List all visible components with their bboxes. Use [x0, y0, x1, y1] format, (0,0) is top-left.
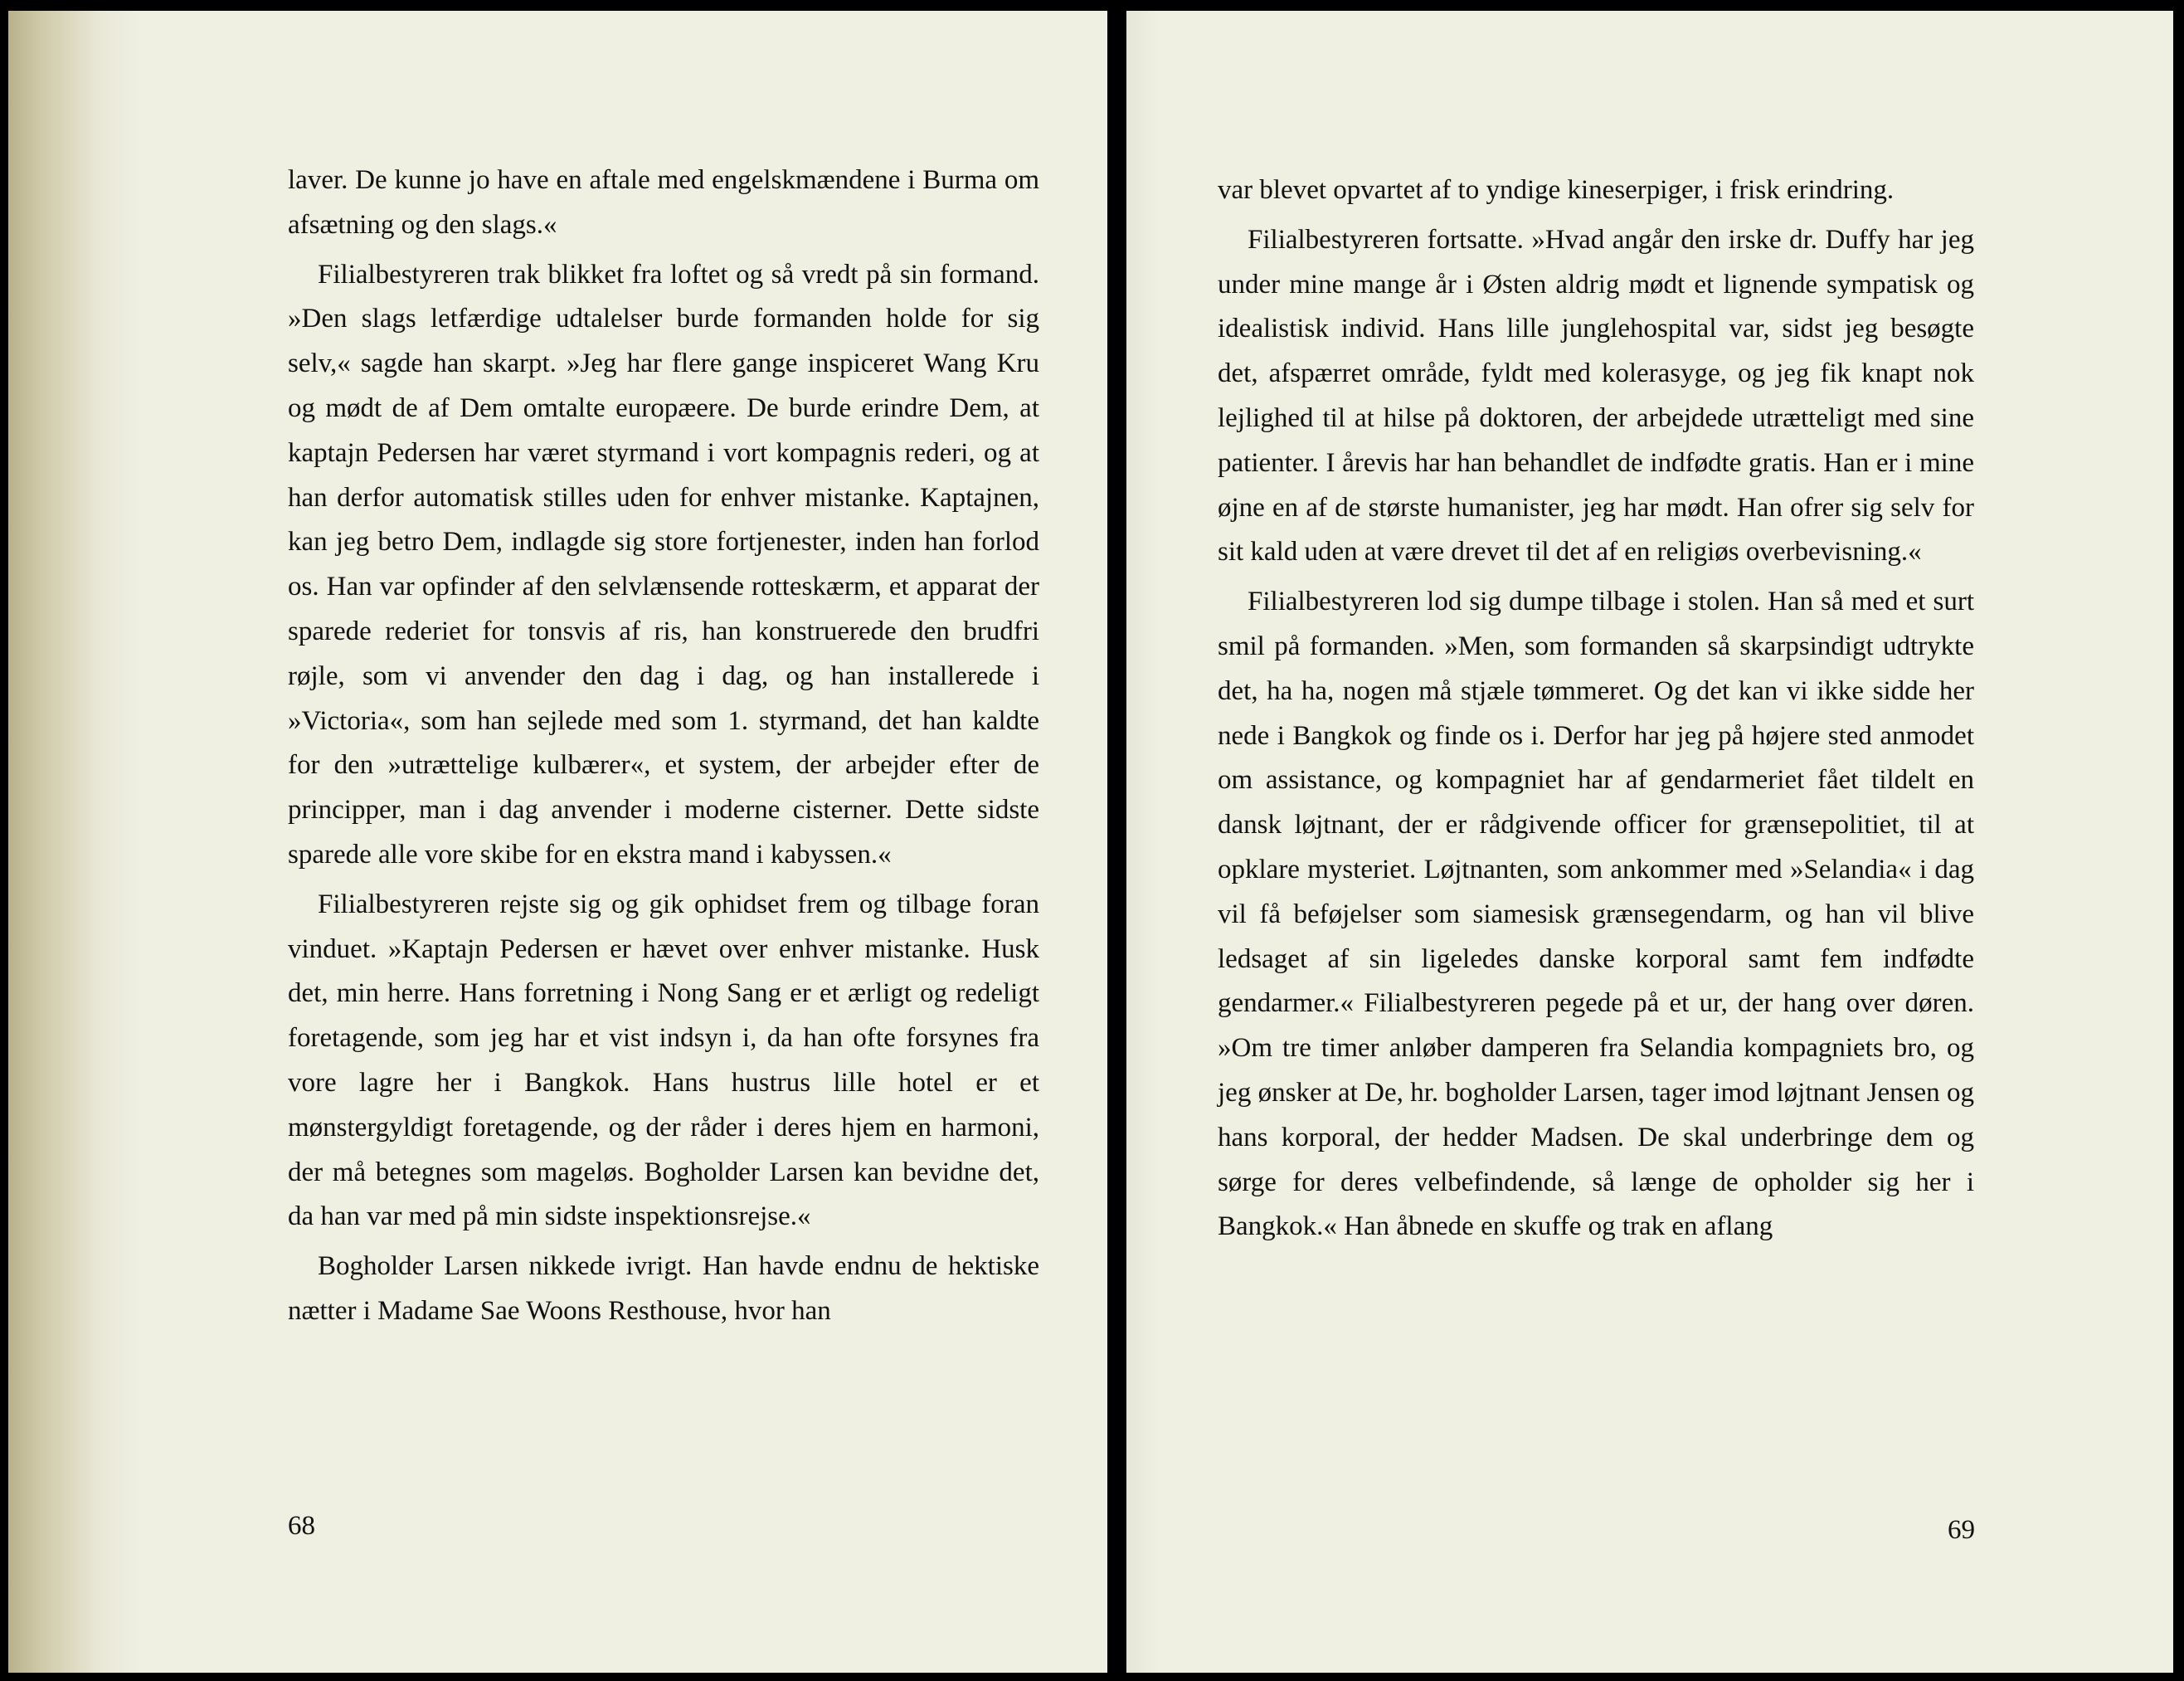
- paragraph: Filialbestyreren rejste sig og gik ophidset frem og tilbage foran vinduet. »Kaptajn Pedersen er hævet over enhver mistanke. Husk det, min herre. Hans forretning i Nong Sang er et ærligt og redeligt foretagende, som jeg har et vist indsyn i, da han ofte forsynes fra vore lagre her i Bangkok. Hans hustrus lille hotel er et mønstergyldigt foretagende, og der råder i deres hjem en harmoni, der må betegnes som mageløs. Bogholder Larsen kan bevidne det, da han var med på min sidste inspektionsrejse.«: [288, 889, 1039, 1232]
- paragraph: laver. De kunne jo have en aftale med engelskmændene i Burma om afsætning og den slags.«: [288, 165, 1039, 240]
- paragraph: Filialbestyreren fortsatte. »Hvad angår den irske dr. Duffy har jeg under mine mange år i Østen aldrig mødt et lignende sympatisk og idealistisk individ. Hans lille junglehospital var, sidst jeg besøgte det, afspærret område, fyldt med kolerasyge, og jeg fik knapt nok lejlighed til at hilse på doktoren, der arbejdede utrætteligt med sine patienter. I årevis har han behandlet de indfødte gratis. Han er i mine øjne en af de største humanister, jeg har mødt. Han ofrer sig selv for sit kald uden at være drevet til det af en religiøs overbevisning.«: [1218, 224, 1974, 568]
- paragraph: Filialbestyreren trak blikket fra loftet og så vredt på sin formand. »Den slags letfærdige udtalelser burde formanden holde for sig selv,« sagde han skarpt. »Jeg har flere gange inspiceret Wang Kru og mødt de af Dem omtalte europæere. De burde erindre Dem, at kaptajn Pedersen har været styrmand i vort kompagnis rederi, og at han derfor automatisk stilles uden for enhver mistanke. Kaptajnen, kan jeg betro Dem, indlagde sig store fortjenester, inden han forlod os. Han var opfinder af den selvlænsende rotteskærm, et apparat der sparede rederiet for tonsvis af ris, han konstruerede den brudfri røjle, som vi anvender den dag i dag, og han installerede i »Victoria«, som han sejlede med som 1. styrmand, det han kaldte for den »utrættelige kulbærer«, et system, der arbejder efter de principper, man i dag anvender i moderne cisterner. Dette sidste sparede alle vore skibe for en ekstra mand i kabyssen.«: [288, 259, 1039, 870]
- paragraph: Bogholder Larsen nikkede ivrigt. Han havde endnu de hektiske nætter i Madame Sae Woons Resthouse, hvor han: [288, 1251, 1039, 1326]
- left-page-text: [288, 158, 1039, 1334]
- left-page: [8, 11, 1107, 1673]
- paragraph: var blevet opvartet af to yndige kineserpiger, i frisk erindring.: [1218, 175, 1895, 205]
- page-number: 68: [288, 1511, 315, 1541]
- right-page: [1126, 11, 2173, 1673]
- paragraph: Filialbestyreren lod sig dumpe tilbage i stolen. Han så med et surt smil på formanden. »Men, som formanden så skarpsindigt udtrykte det, ha ha, nogen må stjæle tømmeret. Og det kan vi ikke sidde her nede i Bangkok og finde os i. Derfor har jeg på højere sted anmodet om assistance, og kompagniet har af gendarmeriet fået tildelt en dansk løjtnant, der er rådgivende officer for grænsepolitiet, til at opklare mysteriet. Løjtnanten, som ankommer med »Selandia« i dag vil få beføjelser som siamesisk grænsegendarm, og han vil blive ledsaget af sin ligeledes danske korporal samt fem indfødte gendarmer.« Filialbestyreren pegede på et ur, der hang over døren. »Om tre timer anløber damperen fra Selandia kompagniets bro, og jeg ønsker at De, hr. bogholder Larsen, tager imod løjtnant Jensen og hans korporal, der hedder Madsen. De skal underbringe dem og sørge for deres velbefindende, så længe de opholder sig her i Bangkok.« Han åbnede en skuffe og trak en aflang: [1218, 587, 1974, 1242]
- right-page-text: [1218, 168, 1974, 1250]
- page-number: 69: [1948, 1515, 1975, 1545]
